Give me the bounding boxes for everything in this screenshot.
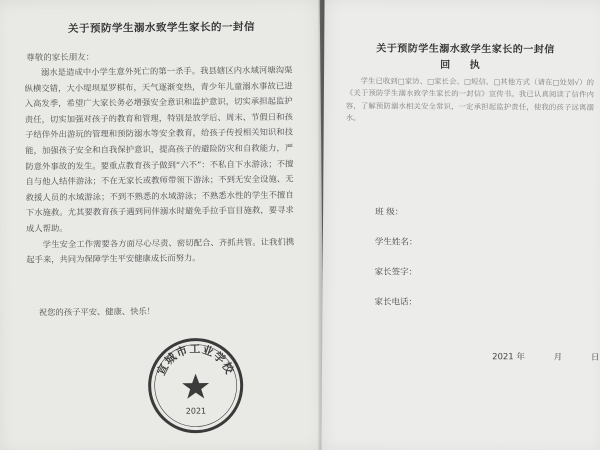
parent-signature-field[interactable] (375, 265, 528, 278)
reply-text: 学生已收到□家访、□家长会、□短信、□其他方式（请在□处划√）的《关于预防学生溺水致学生家长的一封信》宣传书。我已认真阅读了信件内容，了解预防溺水相关安全常识，一定承担起监护责任，使我的孩子远离溺水。 (345, 76, 595, 123)
seal-text: 宣城市工业学校 (154, 342, 237, 378)
reply-title: 关于预防学生溺水致学生家长的一封信 (376, 43, 555, 56)
letter-title: 关于预防学生溺水致学生家长的一封信 (67, 20, 255, 35)
reply-subtitle: 回 执 (440, 59, 488, 72)
reply-page (321, 0, 600, 450)
reply-date (492, 350, 599, 363)
date-day: 日 (590, 352, 600, 363)
school-seal (145, 335, 246, 436)
student-name-field[interactable] (375, 235, 528, 248)
student-name-label: 学生姓名： (374, 237, 418, 248)
star-icon (182, 373, 209, 398)
date-month: 月 (553, 352, 563, 363)
parent-phone-field[interactable] (374, 295, 527, 308)
letter-greeting: 尊敬的家长朋友： (26, 52, 95, 64)
date-year: 2021 年 (492, 352, 525, 363)
letter-paragraph-1: 溺水是造成中小学生意外死亡的第一杀手。我县辖区内水域河塘沟渠纵横交错，大小堤坝星罗棋布，天气逐渐变热，青少年儿童溺水事故已进入高发季，希望广大家长务必增强安全意识和监护意识，切实承担起监护责任，切实加强对孩子的教育和管理，特别是放学后、周末、节假日和孩子结伴外出游玩的管理和预防溺水等安全教育，给孩子传授相关知识和技能，加强孩子安全和自我保护意识，提高孩子的避险防灾和自救能力，严防意外事故的发生。要重点教育孩子做到“六不”：不私自下水游泳；不擅自与他人结伴游泳；不在无家长或教师带领下游泳；不到无安全设施、无救援人员的水域游泳；不到不熟悉的水域游泳；不熟悉水性的学生不擅自下水施救。尤其要教育孩子遇到同伴溺水时避免手拉手盲目施救，要寻求成人帮助。 (24, 64, 294, 234)
class-field[interactable] (375, 205, 513, 218)
letter-paragraph-2: 学生安全工作需要各方面尽心尽责、密切配合、齐抓共管。让我们携起手来，共同为保障学生平安健康成长而努力。 (26, 236, 295, 265)
letter-closing: 祝您的孩子平安、健康、快乐！ (38, 306, 156, 318)
seal-year: 2021 (185, 406, 207, 416)
parent-phone-label: 家长电话： (374, 297, 418, 308)
class-label: 班 级： (375, 207, 404, 218)
letter-body (24, 63, 294, 269)
parent-signature-label: 家长签字： (374, 267, 418, 278)
